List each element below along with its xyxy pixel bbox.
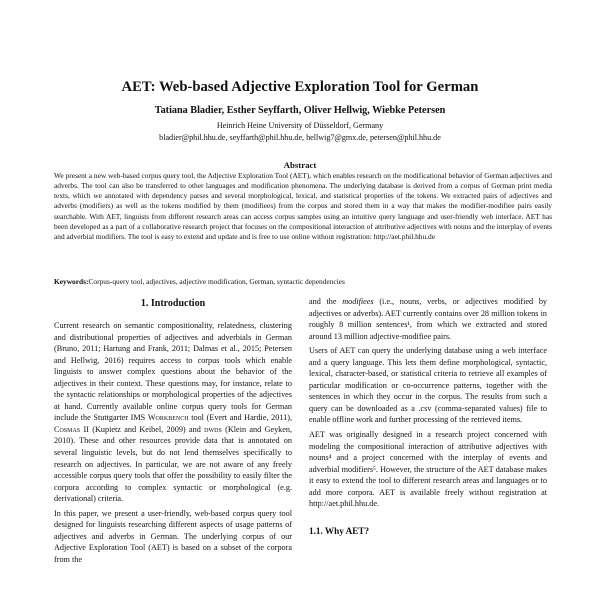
intro-paragraph-2: In this paper, we present a user-friendly, web-based corpus query tool designed for linguists researching different aspects of usage patterns of adjectives and adverbs in German. The underlying corpus of our Adjective Exploration Tool (AET) is based on a subset of the corpora from the — [54, 508, 292, 564]
intro-text-f: (i.e., nouns, verbs, or adjectives modified by adjectives or adverbs). AET currently contains over 28 million tokens in roughly 8 million sentences¹, from which we extracted and stored around 13 million adjective-modifiee pairs. — [309, 297, 548, 341]
author-list: Tatiana Bladier, Esther Seyffarth, Oliver Hellwig, Wiebke Petersen — [154, 105, 446, 116]
abstract-text: We present a new web-based corpus query tool, the Adjective Exploration Tool (AET), which enables research on the modificational behavior of German adjectives and adverbs. The tool can also be transferred to other languages and modification phenomena. The underlying database is derived from a corpus of German print media texts, which we annotated with dependency parses and several morphological, lexical, and statistical properties of the tokens. We extracted pairs of adjectives and adverbs (modifiers) as well as the tokens modified by them (modifiees) from the corpus and stored them in a way that makes the modifier-modifiee pairs easily searchable. With AET, linguists from different research areas can access corpus samples using an intuitive query language and user-friendly web interface. AET has been developed as a part of a collaborative research project that focuses on the compositional interaction of attributive adjectives with nouns and the interplay of events and adverbial modifiers. The tool is easy to extend and update and is free to use online without registration: http://aet.phil.hhu.de — [54, 171, 552, 241]
tool-name-cosmas: Cosmas II — [54, 424, 89, 434]
term-modifiees: modifiees — [342, 297, 374, 306]
keywords-label: Keywords: — [54, 277, 89, 286]
intro-paragraph-3 — [309, 296, 547, 342]
affiliation: Heinrich Heine University of Düsseldorf, Germany — [216, 121, 384, 130]
tool-name-dwds: dwds — [204, 424, 222, 434]
intro-text-b: tool (Evert and Hardie, 2011), — [191, 413, 292, 423]
paper-title: AET: Web-based Adjective Exploration Tool for German — [121, 79, 479, 95]
intro-paragraph-5: AET was originally designed in a research project concerned with modeling the compositional interaction of attributive adjectives with nouns⁴ and a project concerned with the interplay of events and adverbial modifiers⁵. However, the structure of the AET database makes it easy to extend the tool to different research areas and languages or to add more corpora. AET is available freely without registration at http://aet.phil.hhu.de. — [309, 430, 547, 509]
tool-name-workbench: Workbench — [147, 413, 189, 423]
subsection-heading-why-aet: 1.1. Why AET? — [309, 525, 370, 536]
abstract-heading: Abstract — [283, 160, 317, 170]
keywords-line — [54, 277, 552, 287]
intro-text-e: and the — [309, 297, 337, 306]
intro-text-d: (Klein and Geyken, 2010). These and other resources provide data that is annotated on several linguistic levels, but do not lend themselves specifically to research on adjectives. In particular, we are not aware of any freely accessible corpus query tools that offer the possibility to easily filter the corpora according to complex syntactic or morphological (e.g. derivational) criteria. — [54, 424, 293, 504]
intro-text-c: (Kupietz and Keibel, 2009) and — [92, 424, 201, 434]
intro-paragraph-1 — [54, 320, 292, 505]
author-emails: bladier@phil.hhu.de, seyffarth@phil.hhu.de, hellwig7@gmx.de, petersen@phil.hhu.de — [159, 133, 441, 142]
keywords-text: Corpus-query tool, adjectives, adjective modification, German, syntactic dependencies — [88, 277, 345, 286]
left-column — [54, 296, 292, 568]
section-heading-introduction: 1. Introduction — [140, 298, 206, 309]
right-column — [309, 296, 547, 542]
intro-paragraph-4: Users of AET can query the underlying database using a web interface and a query language. This lets them define morphological, syntactic, lexical, character-based, or statistical criteria to retrieve all examples of particular modification or co-occurrence patterns, together with the sentences in which they occur in the corpus. The results from such a query can be downloaded as a .csv (comma-separated values) file to enable offline work and further processing of the retrieved items. — [309, 346, 547, 425]
intro-text-a: Current research on semantic compositionality, relatedness, clustering and distributional properties of adjectives and adverbials in German (Bruno, 2011; Hartung and Frank, 2011; Dalmas et al., 2015; Petersen and Hellwig, 2016) requires access to corpus tools which enable linguists to answer complex questions about the behavior of the adjectives in their context. These questions may, for instance, relate to the syntactic relationships or morphological properties of the adjectives at hand. Currently available online corpus query tools for German include the Stuttgarter IMS — [54, 321, 292, 423]
